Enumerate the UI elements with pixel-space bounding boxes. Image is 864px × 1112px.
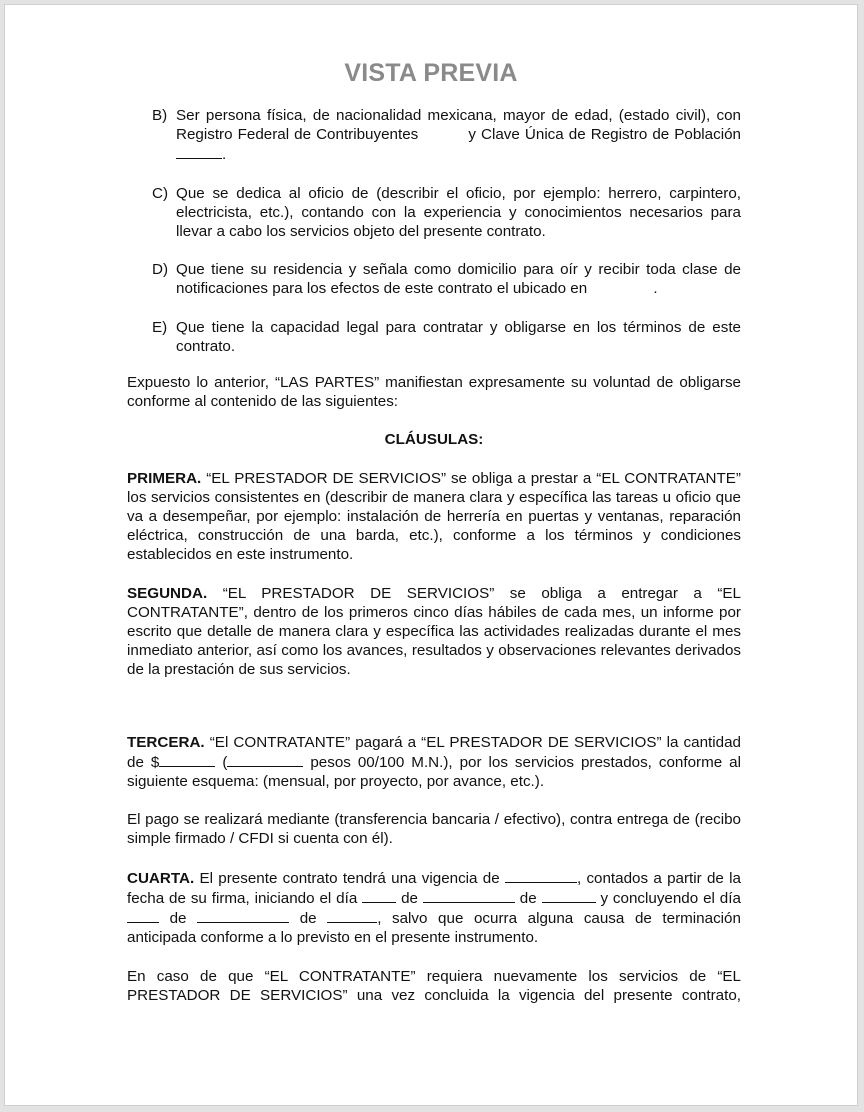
rfc-blank (423, 125, 463, 139)
end-day-blank (127, 908, 159, 923)
item-text: . (653, 280, 658, 298)
document-page (4, 4, 858, 1106)
en-caso-paragraph: En caso de que “EL CONTRATANTE” requiera nuevamente los servicios de “EL PRESTADOR DE SERVICIOS” una vez concluida la vigencia del presente contrato, (127, 967, 741, 1004)
amount-words-blank (227, 752, 303, 767)
clause-text: de (401, 889, 418, 907)
document-body (127, 106, 741, 1024)
clausulas-heading: CLÁUSULAS: (384, 431, 484, 449)
address-blank (591, 279, 653, 293)
vigencia-blank (505, 868, 577, 883)
clause-segunda (127, 584, 741, 680)
end-year-blank (327, 908, 377, 923)
clause-text: , contados a partir de la fecha de su firma, iniciando el día (127, 869, 741, 907)
clause-tercera (127, 733, 741, 792)
clause-text: y concluyendo el día (600, 889, 741, 907)
start-day-blank (362, 888, 396, 903)
clause-text: “El CONTRATANTE” pagará a “EL PRESTADOR DE SERVICIOS” la cantidad de $ (127, 733, 741, 771)
item-letter: C) (152, 184, 169, 202)
curp-blank (176, 144, 222, 159)
clause-text: de (519, 889, 537, 907)
item-text: . (222, 146, 227, 164)
clause-text: de (169, 910, 187, 928)
clause-label: TERCERA. (127, 733, 205, 751)
start-year-blank (542, 888, 596, 903)
declaration-item-e (127, 318, 741, 356)
item-text: Que se dedica al oficio de (describir el oficio, por ejemplo: herrero, carpintero, electricista, etc.), contando con la experiencia y conocimientos necesarios para llevar a cabo los servicios objeto del presente contrato. (176, 184, 741, 241)
item-text: Que tiene la capacidad legal para contratar y obligarse en los términos de este contrato. (176, 318, 741, 355)
item-letter: B) (152, 107, 168, 124)
expuesto-paragraph: Expuesto lo anterior, “LAS PARTES” manifiestan expresamente su voluntad de obligarse conforme al contenido de las siguientes: (127, 374, 741, 411)
clause-text: , salvo que ocurra alguna causa de terminación anticipada conforme a lo previsto en el presente instrumento. (127, 910, 741, 947)
preview-watermark: VISTA PREVIA (344, 59, 518, 87)
end-month-blank (197, 908, 289, 923)
declaration-item-c (127, 184, 741, 242)
clause-text: de (299, 910, 317, 928)
clause-primera (127, 469, 741, 565)
clause-label: SEGUNDA. (127, 584, 208, 602)
clause-text: pesos 00/100 M.N.), por los servicios prestados, conforme al siguiente esquema: (mensual, por proyecto, por avance, etc.). (127, 753, 741, 791)
item-letter: E) (152, 318, 168, 336)
clause-text: “EL PRESTADOR DE SERVICIOS” se obliga a entregar a “EL CONTRATANTE”, dentro de los primeros cinco días hábiles de cada mes, un informe por escrito que detalle de manera clara y específica las actividades realizadas durante el mes inmediato anterior, así como los avances, resultados y observaciones relevantes derivados de la prestación de sus servicios. (127, 584, 741, 679)
spacer (127, 699, 741, 733)
clause-text: “EL PRESTADOR DE SERVICIOS” se obliga a prestar a “EL CONTRATANTE” los servicios consistentes en (describir de manera clara y específica las tareas u oficio que va a desempeñar, por ejemplo: instalación de herrería en puertas y ventanas, reparación eléctrica, construcción de una barda, etc.), conforme a los términos y condiciones establecidos en este instrumento. (127, 469, 741, 564)
item-letter: D) (152, 261, 169, 279)
item-text: Ser persona física, de nacionalidad mexicana, mayor de edad, (estado civil), con Registro Federal de Contribuyentes (176, 107, 741, 144)
declaration-item-b (127, 106, 741, 165)
start-month-blank (423, 888, 515, 903)
amount-blank (159, 752, 215, 767)
clause-label: CUARTA. (127, 869, 195, 887)
clause-label: PRIMERA. (127, 469, 202, 487)
clause-text: El presente contrato tendrá una vigencia de (199, 869, 500, 887)
clause-text: ( (222, 753, 228, 771)
item-text: y Clave Única de Registro de Población (468, 126, 741, 144)
item-text: Que tiene su residencia y señala como domicilio para oír y recibir toda clase de notificaciones para los efectos de este contrato el ubicado en (176, 261, 741, 298)
clause-cuarta (127, 868, 741, 948)
declaration-item-d (127, 260, 741, 298)
pago-paragraph: El pago se realizará mediante (transferencia bancaria / efectivo), contra entrega de (recibo simple firmado / CFDI si cuenta con él). (127, 811, 741, 848)
